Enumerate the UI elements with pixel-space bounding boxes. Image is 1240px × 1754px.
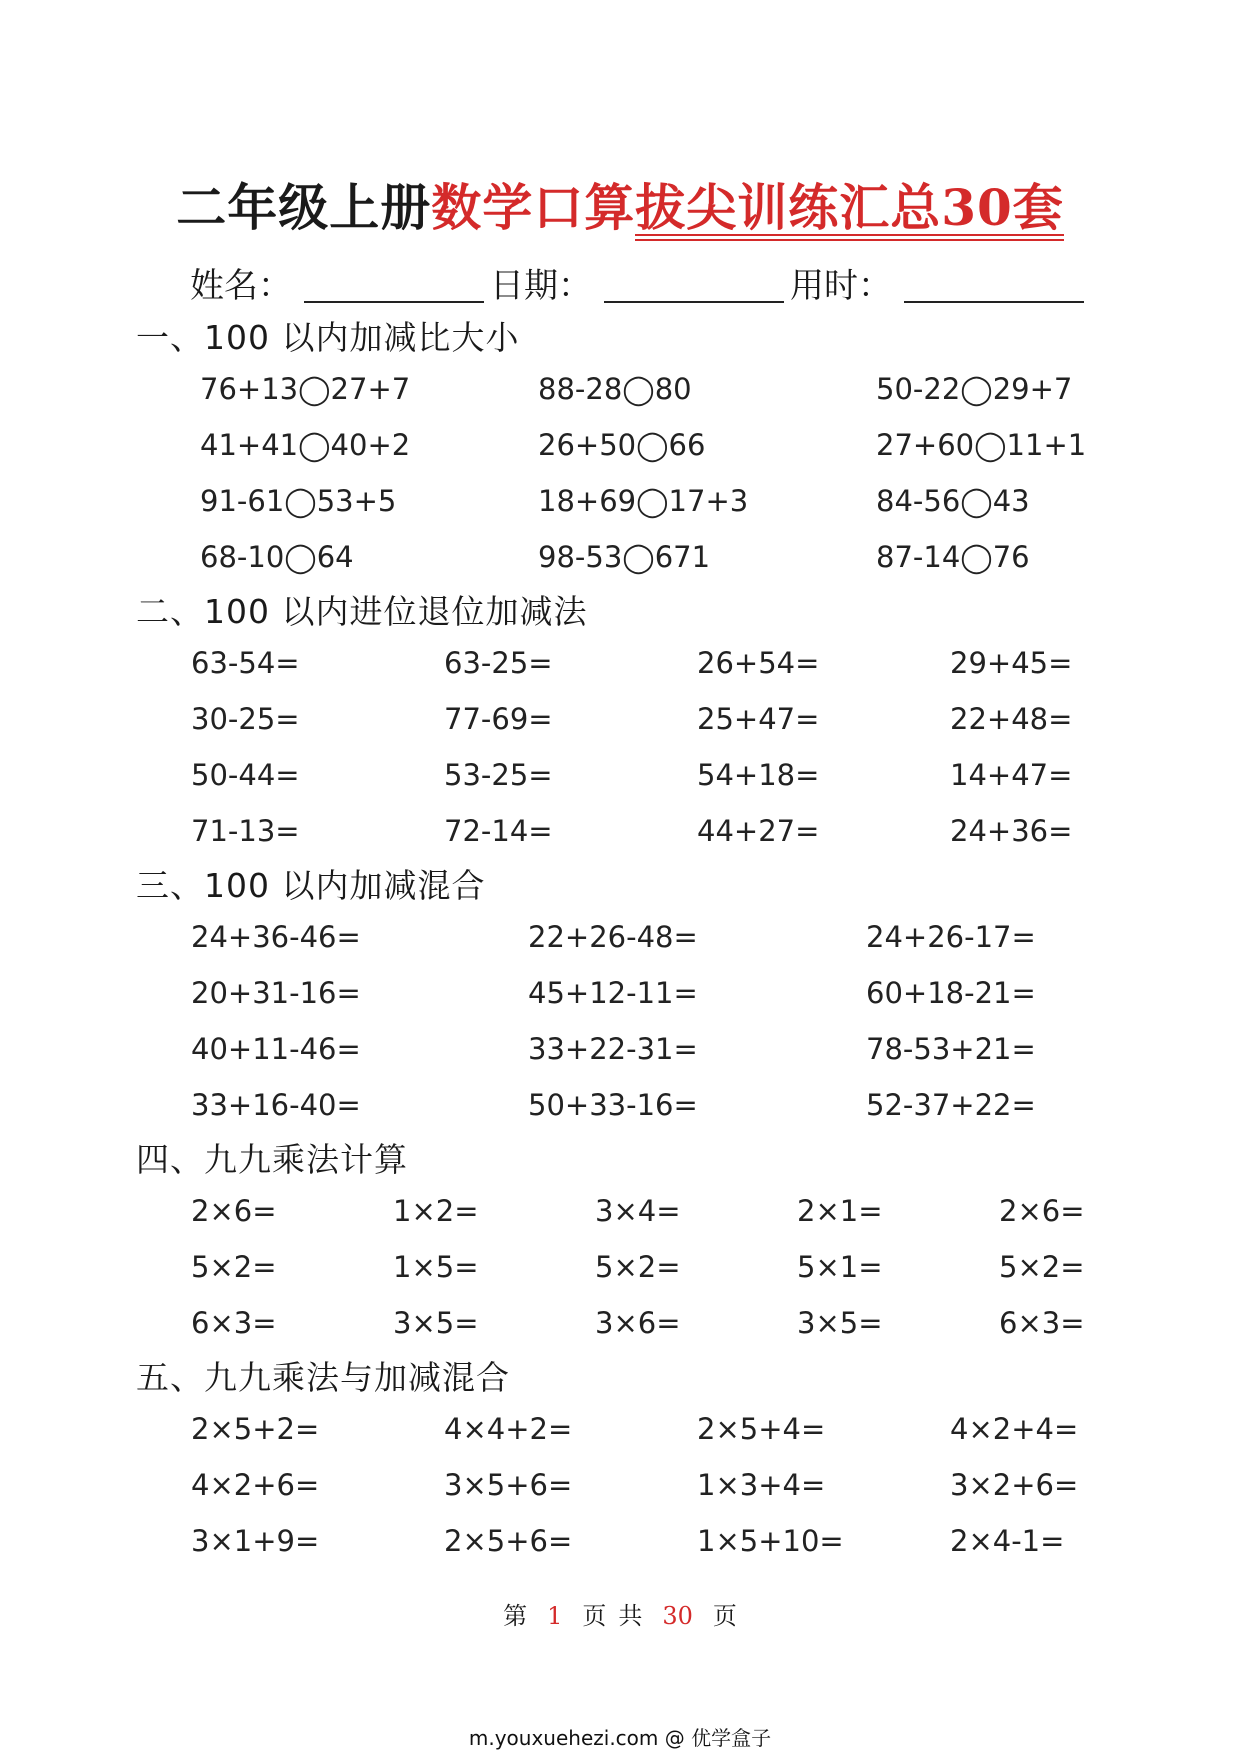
problem: 33+22-31=: [528, 1032, 698, 1066]
problem: 3×4=: [595, 1194, 681, 1228]
problem: 40+11-46=: [191, 1032, 361, 1066]
problem: 63-54=: [191, 646, 300, 680]
problem: 6×3=: [999, 1306, 1085, 1340]
problem: 2×5+6=: [444, 1524, 573, 1558]
problem: 88-28◯80: [538, 372, 692, 406]
problem: 4×2+4=: [950, 1412, 1079, 1446]
problem: 24+26-17=: [866, 920, 1036, 954]
section-1-title: 一、100 以内加减比大小: [136, 318, 520, 357]
problem: 30-25=: [191, 702, 300, 736]
problem: 6×3=: [191, 1306, 277, 1340]
problem: 98-53◯671: [538, 540, 711, 574]
footer-ye-end: 页: [712, 1602, 737, 1630]
problem: 54+18=: [697, 758, 820, 792]
section-3-title: 三、100 以内加减混合: [136, 866, 486, 905]
problem: 5×2=: [999, 1250, 1085, 1284]
problem: 87-14◯76: [876, 540, 1030, 574]
footer-page-number: 1: [547, 1602, 563, 1630]
student-info-line: [190, 258, 1090, 307]
problem: 5×2=: [191, 1250, 277, 1284]
problem: 22+26-48=: [528, 920, 698, 954]
problem: 26+54=: [697, 646, 820, 680]
problem: 1×5=: [393, 1250, 479, 1284]
problem: 26+50◯66: [538, 428, 706, 462]
section-4-title: 四、九九乘法计算: [136, 1140, 408, 1179]
title-part-subject: 数学口算: [431, 178, 636, 237]
problem: 29+45=: [950, 646, 1073, 680]
problem: 24+36=: [950, 814, 1073, 848]
date-blank[interactable]: [604, 271, 784, 303]
problem: 1×3+4=: [697, 1468, 826, 1502]
problem: 63-25=: [444, 646, 553, 680]
page-title: [0, 168, 1240, 240]
problem: 18+69◯17+3: [538, 484, 749, 518]
problem: 2×4-1=: [950, 1524, 1065, 1558]
name-blank[interactable]: [304, 271, 484, 303]
footer-ye: 页: [582, 1602, 607, 1630]
problem: 91-61◯53+5: [200, 484, 397, 518]
problem: 2×6=: [191, 1194, 277, 1228]
problem: 50-44=: [191, 758, 300, 792]
problem: 53-25=: [444, 758, 553, 792]
time-label: 用时：: [790, 266, 892, 306]
page-footer: [0, 1596, 1240, 1631]
footer-total-pages: 30: [662, 1602, 693, 1630]
problem: 3×5=: [797, 1306, 883, 1340]
problem: 2×5+4=: [697, 1412, 826, 1446]
problem: 3×5+6=: [444, 1468, 573, 1502]
problem: 2×5+2=: [191, 1412, 320, 1446]
name-label: 姓名：: [190, 266, 292, 306]
problem: 1×2=: [393, 1194, 479, 1228]
problem: 4×4+2=: [444, 1412, 573, 1446]
problem: 24+36-46=: [191, 920, 361, 954]
problem: 41+41◯40+2: [200, 428, 411, 462]
date-label: 日期：: [490, 266, 592, 306]
problem: 4×2+6=: [191, 1468, 320, 1502]
problem: 1×5+10=: [697, 1524, 844, 1558]
problem: 45+12-11=: [528, 976, 698, 1010]
problem: 50-22◯29+7: [876, 372, 1073, 406]
problem: 60+18-21=: [866, 976, 1036, 1010]
problem: 78-53+21=: [866, 1032, 1036, 1066]
footer-di: 第: [503, 1602, 528, 1630]
title-part-training: 拔尖训练汇总30套: [635, 178, 1064, 237]
problem: 52-37+22=: [866, 1088, 1036, 1122]
problem: 3×5=: [393, 1306, 479, 1340]
section-5-title: 五、九九乘法与加减混合: [136, 1358, 510, 1397]
problem: 3×1+9=: [191, 1524, 320, 1558]
problem: 20+31-16=: [191, 976, 361, 1010]
problem: 50+33-16=: [528, 1088, 698, 1122]
problem: 33+16-40=: [191, 1088, 361, 1122]
problem: 5×2=: [595, 1250, 681, 1284]
problem: 2×1=: [797, 1194, 883, 1228]
problem: 77-69=: [444, 702, 553, 736]
title-part-grade: 二年级上册: [176, 178, 432, 237]
site-watermark: m.youxuehezi.com @ 优学盒子: [468, 1726, 772, 1750]
problem: 5×1=: [797, 1250, 883, 1284]
problem: 2×6=: [999, 1194, 1085, 1228]
time-blank[interactable]: [904, 271, 1084, 303]
problem: 72-14=: [444, 814, 553, 848]
problem: 68-10◯64: [200, 540, 354, 574]
section-2-title: 二、100 以内进位退位加减法: [136, 592, 588, 631]
problem: 84-56◯43: [876, 484, 1030, 518]
problem: 71-13=: [191, 814, 300, 848]
problem: 22+48=: [950, 702, 1073, 736]
problem: 3×2+6=: [950, 1468, 1079, 1502]
footer-gong: 共: [618, 1602, 643, 1630]
problem: 14+47=: [950, 758, 1073, 792]
problem: 25+47=: [697, 702, 820, 736]
problem: 3×6=: [595, 1306, 681, 1340]
problem: 76+13◯27+7: [200, 372, 411, 406]
problem: 27+60◯11+1: [876, 428, 1087, 462]
problem: 44+27=: [697, 814, 820, 848]
